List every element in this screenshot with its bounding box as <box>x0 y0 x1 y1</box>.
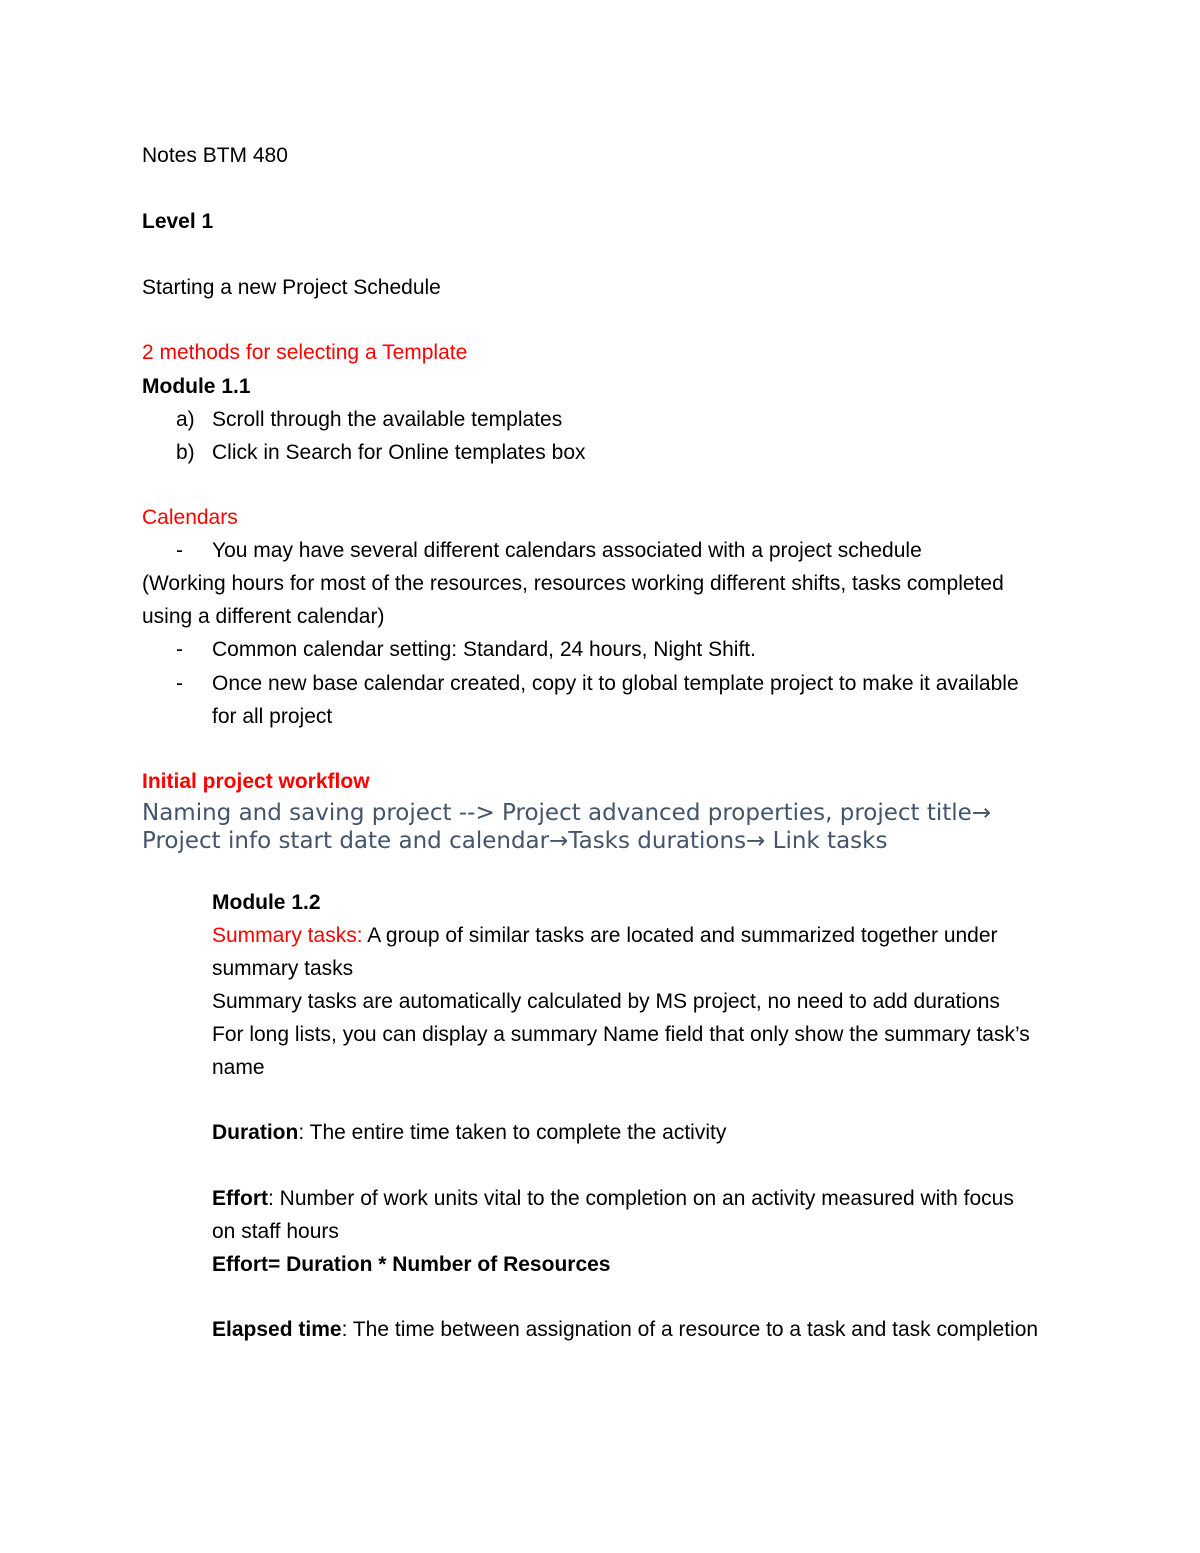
calendar-bullet-2: Common calendar setting: Standard, 24 hours, Night Shift. <box>212 638 756 661</box>
calendar-note-line-2: using a different calendar) <box>142 605 385 628</box>
bullet-marker: - <box>176 539 183 562</box>
elapsed-time-definition <box>212 1316 1038 1344</box>
duration-definition <box>212 1119 726 1147</box>
calendar-bullet-3-line-2: for all project <box>212 705 333 728</box>
section-subtitle: Starting a new Project Schedule <box>142 276 441 299</box>
effort-label: Effort <box>212 1187 268 1210</box>
elapsed-time-label: Elapsed time <box>212 1318 342 1341</box>
workflow-heading: Initial project workflow <box>142 770 370 793</box>
level-heading: Level 1 <box>142 210 214 233</box>
long-lists-text-line-1: For long lists, you can display a summary Name field that only show the summary task’s <box>212 1023 1030 1046</box>
calendar-note-line-1: (Working hours for most of the resources, resources working different shifts, tasks completed <box>142 572 1004 595</box>
document-title: Notes BTM 480 <box>142 144 288 167</box>
elapsed-time-text: : The time between assignation of a resource to a task and task completion <box>341 1318 1039 1341</box>
effort-definition <box>212 1185 1014 1213</box>
long-lists-text-line-2: name <box>212 1056 265 1079</box>
bullet-marker: - <box>176 672 183 695</box>
duration-text: : The entire time taken to complete the activity <box>298 1121 727 1144</box>
effort-formula: Effort= Duration * Number of Resources <box>212 1253 611 1276</box>
effort-text: : Number of work units vital to the completion on an activity measured with focus <box>268 1187 1014 1210</box>
list-item: Scroll through the available templates <box>212 408 563 431</box>
module-1-1-heading: Module 1.1 <box>142 375 251 398</box>
workflow-line-1: Naming and saving project --> Project advanced properties, project title→ <box>142 800 992 826</box>
list-item-marker: b) <box>176 441 195 464</box>
bullet-marker: - <box>176 638 183 661</box>
summary-auto-text: Summary tasks are automatically calculated by MS project, no need to add durations <box>212 990 1000 1013</box>
list-item: Click in Search for Online templates box <box>212 441 586 464</box>
summary-tasks-definition <box>212 922 998 950</box>
list-item-marker: a) <box>176 408 195 431</box>
calendar-bullet-1: You may have several different calendars associated with a project schedule <box>212 539 922 562</box>
templates-heading: 2 methods for selecting a Template <box>142 341 468 364</box>
duration-label: Duration <box>212 1121 299 1144</box>
calendars-heading: Calendars <box>142 506 238 529</box>
summary-tasks-text-line-2: summary tasks <box>212 957 354 980</box>
calendar-bullet-3-line-1: Once new base calendar created, copy it to global template project to make it available <box>212 672 1019 695</box>
module-1-2-heading: Module 1.2 <box>212 891 321 914</box>
summary-tasks-label: Summary tasks: <box>212 924 363 947</box>
summary-tasks-text: A group of similar tasks are located and summarized together under <box>362 924 998 947</box>
effort-text-line-2: on staff hours <box>212 1220 339 1243</box>
workflow-line-2: Project info start date and calendar→Tasks durations→ Link tasks <box>142 828 888 854</box>
